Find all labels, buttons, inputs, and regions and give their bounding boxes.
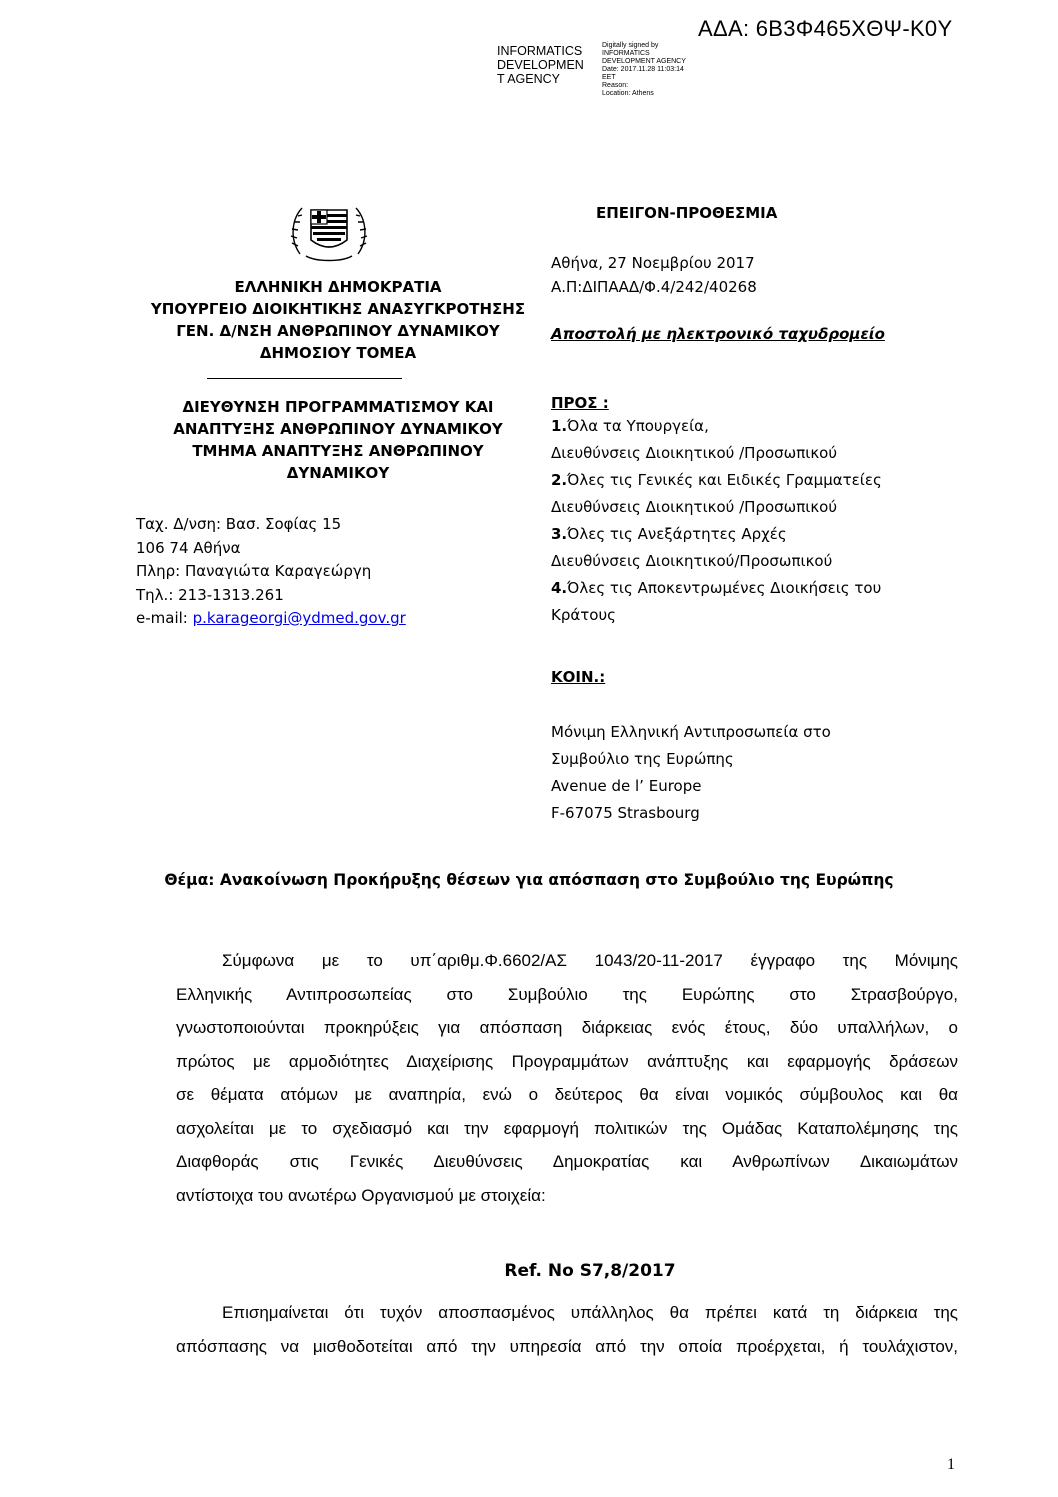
delivery-method: Αποστολή με ηλεκτρονικό ταχυδρομείο (551, 325, 885, 343)
signature-name-line: DEVELOPMEN (497, 58, 584, 72)
recipient-number: 1. (551, 417, 568, 435)
contact-person: Πληρ: Παναγιώτα Καραγεώργη (136, 562, 372, 580)
divider (207, 378, 402, 379)
department-line: ΔΙΕΥΘΥΝΣΗ ΠΡΟΓΡΑΜΜΑΤΙΣΜΟΥ ΚΑΙ (182, 398, 494, 416)
recipient-sub: Διευθύνσεις Διοικητικού /Προσωπικού (551, 498, 838, 516)
recipient-number: 3. (551, 525, 568, 543)
signature-detail-line: Location: Athens (602, 90, 654, 97)
paragraph-line: Διαφθοράς στις Γενικές Διευθύνσεις Δημοκρατίας και Ανθρωπίνων Δικαιωμάτων (176, 1152, 958, 1171)
department-header (150, 396, 526, 484)
cc-label: ΚΟΙΝ.: (551, 668, 606, 686)
recipient-sub: Διευθύνσεις Διοικητικού/Προσωπικού (551, 552, 833, 570)
recipient-sub: Διευθύνσεις Διοικητικού /Προσωπικού (551, 444, 838, 462)
phone-number: Τηλ.: 213-1313.261 (136, 585, 284, 604)
paragraph-line: γνωστοποιούνται προκηρύξεις για απόσπαση διάρκειας ενός έτους, δύο υπαλλήλων, ο (176, 1018, 958, 1037)
recipient-sub: Κράτους (551, 606, 616, 624)
ministry-header (150, 276, 526, 364)
body-paragraph-1 (176, 944, 958, 1212)
email-row (136, 607, 406, 631)
sender-address (136, 513, 406, 631)
paragraph-line: απόσπασης να μισθοδοτείται από την υπηρεσία από την οποία προέρχεται, ή τουλάχιστον, (176, 1336, 958, 1356)
department-line: ΔΥΝΑΜΙΚΟΥ (286, 464, 390, 482)
recipient-number: 2. (551, 471, 568, 489)
recipient-item (551, 467, 882, 494)
ada-number: ΑΔΑ: 6Β3Φ465ΧΘΨ-Κ0Υ (698, 16, 953, 41)
document-date: Αθήνα, 27 Νοεμβρίου 2017 (551, 254, 755, 272)
cc-line: Avenue de l’ Europe (551, 777, 702, 795)
reference-number: Ref. No S7,8/2017 (504, 1261, 676, 1281)
cc-line: F-67075 Strasbourg (551, 804, 700, 822)
recipient-title: Όλες τις Γενικές και Ειδικές Γραμματείες (567, 471, 882, 489)
signature-detail-line: Digitally signed by (602, 42, 659, 49)
signature-detail-line: DEVELOPMENT AGENCY (602, 58, 686, 65)
recipient-title: Όλες τις Αποκεντρωμένες Διοικήσεις του (567, 579, 882, 597)
paragraph-line: ασχολείται με το σχεδιασμό και την εφαρμογή πολιτικών της Ομάδας Καταπολέμησης της (176, 1118, 958, 1138)
page-number: 1 (947, 1456, 955, 1473)
cc-line: Συμβούλιο της Ευρώπης (551, 750, 734, 768)
ministry-line: ΓΕΝ. Δ/ΝΣΗ ΑΝΘΡΩΠΙΝΟΥ ΔΥΝΑΜΙΚΟΥ (176, 322, 500, 340)
date-protocol (551, 250, 757, 297)
ministry-line: ΔΗΜΟΣΙΟΥ ΤΟΜΕΑ (259, 344, 417, 362)
signature-detail-line: INFORMATICS (602, 50, 650, 57)
recipient-item (551, 413, 882, 440)
ministry-line: ΥΠΟΥΡΓΕΙΟ ΔΙΟΙΚΗΤΙΚΗΣ ΑΝΑΣΥΓΚΡΟΤΗΣΗΣ (150, 300, 526, 318)
subject-line: Θέμα: Ανακοίνωση Προκήρυξης θέσεων για απόσπαση στο Συμβούλιο της Ευρώπης (164, 871, 894, 889)
greek-emblem-icon (288, 196, 370, 268)
paragraph-line: Σύμφωνα με το υπ΄αριθμ.Φ.6602/ΑΣ 1043/20-11-2017 έγγραφο της Μόνιμης (222, 951, 958, 970)
ministry-line: ΕΛΛΗΝΙΚΗ ΔΗΜΟΚΡΑΤΙΑ (234, 278, 442, 296)
cc-line: Μόνιμη Ελληνική Αντιπροσωπεία στο (551, 723, 831, 741)
cc-block (551, 664, 831, 827)
protocol-number: Α.Π:ΔΙΠΑΑΔ/Φ.4/242/40268 (551, 278, 757, 296)
signature-detail-line: Date: 2017.11.28 11:03:14 (602, 66, 684, 73)
body-paragraph-2 (176, 1296, 958, 1363)
email-label: e-mail: (136, 609, 193, 627)
paragraph-line: Ελληνικής Αντιπροσωπείας στο Συμβούλιο της Ευρώπης στο Στρασβούργο, (176, 984, 958, 1004)
recipients-block (551, 393, 882, 629)
signature-detail-line: Reason: (602, 82, 629, 89)
signature-name-line: T AGENCY (497, 72, 560, 86)
paragraph-line: σε θέματα ατόμων με αναπηρία, ενώ ο δεύτερος θα είναι νομικός σύμβουλος και θα (176, 1085, 958, 1104)
to-label: ΠΡΟΣ : (551, 394, 609, 412)
recipient-title: Όλες τις Ανεξάρτητες Αρχές (567, 525, 787, 543)
signature-name (497, 44, 584, 86)
urgency-label: ΕΠΕΙΓΟΝ-ΠΡΟΘΕΣΜΙΑ (596, 204, 778, 222)
department-line: ΑΝΑΠΤΥΞΗΣ ΑΝΘΡΩΠΙΝΟΥ ΔΥΝΑΜΙΚΟΥ (173, 420, 503, 438)
email-link[interactable]: p.karageorgi@ydmed.gov.gr (192, 609, 406, 627)
recipient-item (551, 575, 882, 602)
department-line: ΤΜΗΜΑ ΑΝΑΠΤΥΞΗΣ ΑΝΘΡΩΠΙΝΟΥ (192, 442, 484, 460)
paragraph-line: πρώτος με αρμοδιότητες Διαχείρισης Προγραμμάτων ανάπτυξης και εφαρμογής δράσεων (176, 1051, 958, 1071)
postal-code: 106 74 Αθήνα (136, 538, 241, 557)
street-address: Ταχ. Δ/νση: Βασ. Σοφίας 15 (136, 515, 342, 533)
signature-details (602, 42, 686, 98)
signature-name-line: INFORMATICS (497, 44, 583, 58)
recipient-title: Όλα τα Υπουργεία, (567, 417, 709, 435)
recipient-item (551, 521, 882, 548)
signature-detail-line: EET (602, 74, 616, 81)
paragraph-line: Επισημαίνεται ότι τυχόν αποσπασμένος υπάλληλος θα πρέπει κατά τη διάρκεια της (222, 1303, 958, 1322)
recipient-number: 4. (551, 579, 568, 597)
paragraph-line: αντίστοιχα του ανωτέρω Οργανισμού με στοιχεία: (176, 1185, 546, 1205)
